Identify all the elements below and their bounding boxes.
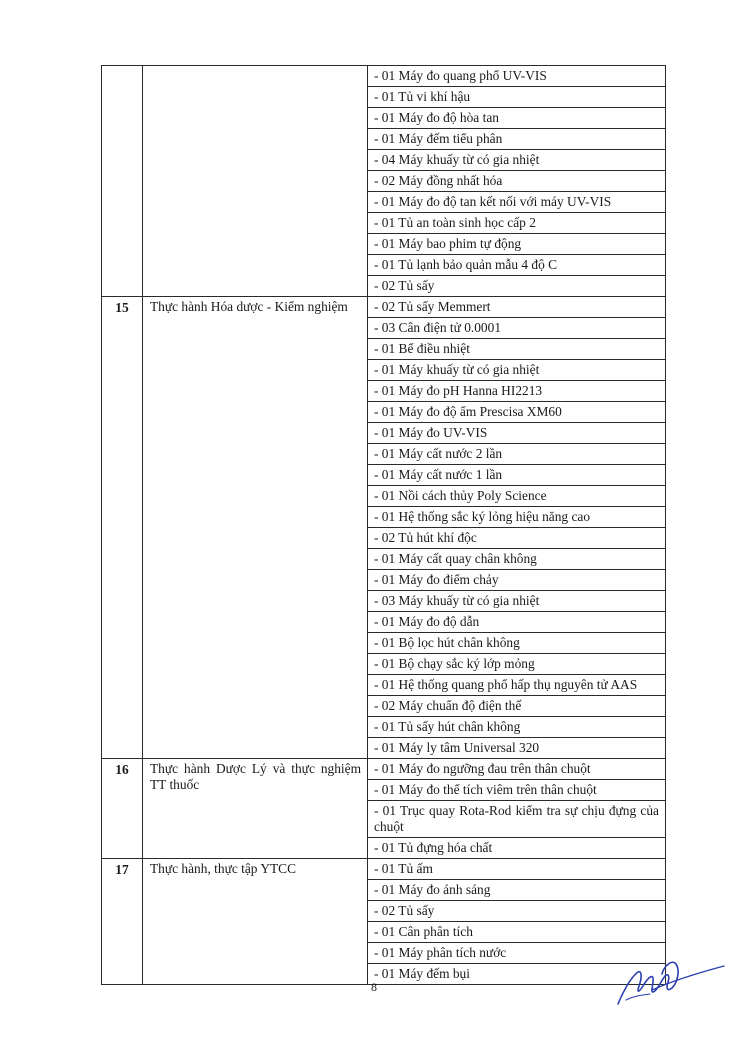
equipment-item: - 03 Máy khuấy từ có gia nhiệt — [368, 591, 666, 612]
equipment-item: - 01 Cân phân tích — [368, 922, 666, 943]
equipment-item: - 01 Nồi cách thủy Poly Science — [368, 486, 666, 507]
equipment-item: - 01 Máy đếm bụi — [368, 964, 666, 985]
table-row — [102, 66, 666, 87]
equipment-item: - 01 Tủ đựng hóa chất — [368, 838, 666, 859]
equipment-item: - 01 Máy đo pH Hanna HI2213 — [368, 381, 666, 402]
practice-name-cell: Thực hành, thực tập YTCC — [143, 859, 368, 985]
equipment-item: - 01 Tủ an toàn sinh học cấp 2 — [368, 213, 666, 234]
equipment-item: - 03 Cân điện tử 0.0001 — [368, 318, 666, 339]
equipment-item: - 02 Tủ sấy — [368, 901, 666, 922]
equipment-item: - 01 Máy cất quay chân không — [368, 549, 666, 570]
equipment-item: - 01 Tủ lạnh bảo quản mẫu 4 độ C — [368, 255, 666, 276]
equipment-item: - 02 Máy chuẩn độ điện thế — [368, 696, 666, 717]
equipment-item: - 01 Hệ thống sắc ký lỏng hiệu năng cao — [368, 507, 666, 528]
equipment-item: - 02 Tủ sấy Memmert — [368, 297, 666, 318]
equipment-item: - 01 Máy đo quang phổ UV-VIS — [368, 66, 666, 87]
equipment-item: - 01 Máy cất nước 1 lần — [368, 465, 666, 486]
equipment-item: - 01 Máy đo độ hòa tan — [368, 108, 666, 129]
equipment-item: - 01 Máy đo điểm chảy — [368, 570, 666, 591]
practice-name-cell: Thực hành Hóa dược - Kiểm nghiệm — [143, 297, 368, 759]
equipment-item: - 01 Máy phân tích nước — [368, 943, 666, 964]
table-row — [102, 759, 666, 780]
row-number-cell: 16 — [102, 759, 143, 859]
equipment-item: - 01 Máy đo độ tan kết nối với máy UV-VIS — [368, 192, 666, 213]
equipment-item: - 01 Máy đo độ ẩm Prescisa XM60 — [368, 402, 666, 423]
equipment-table-body — [102, 66, 666, 985]
equipment-item: - 01 Máy bao phim tự động — [368, 234, 666, 255]
equipment-item: - 02 Tủ hút khí độc — [368, 528, 666, 549]
equipment-item: - 01 Máy đo ánh sáng — [368, 880, 666, 901]
equipment-item: - 01 Trục quay Rota-Rod kiểm tra sự chịu đựng của chuột — [368, 801, 666, 838]
equipment-item: - 01 Máy đo thể tích viêm trên thân chuột — [368, 780, 666, 801]
equipment-item: - 01 Máy đo UV-VIS — [368, 423, 666, 444]
equipment-item: - 01 Tủ vi khí hậu — [368, 87, 666, 108]
equipment-item: - 01 Máy cất nước 2 lần — [368, 444, 666, 465]
equipment-table — [101, 65, 666, 985]
equipment-item: - 01 Máy đo độ dẫn — [368, 612, 666, 633]
equipment-item: - 01 Máy khuấy từ có gia nhiệt — [368, 360, 666, 381]
equipment-item: - 01 Bộ chạy sắc ký lớp mỏng — [368, 654, 666, 675]
equipment-item: - 01 Máy ly tâm Universal 320 — [368, 738, 666, 759]
equipment-item: - 01 Hệ thống quang phổ hấp thụ nguyên tử AAS — [368, 675, 666, 696]
equipment-item: - 01 Tủ sấy hút chân không — [368, 717, 666, 738]
practice-name-cell: Thực hành Dược Lý và thực nghiệm TT thuốc — [143, 759, 368, 859]
equipment-item: - 04 Máy khuấy từ có gia nhiệt — [368, 150, 666, 171]
signature-icon — [612, 948, 727, 1010]
row-number-cell: 15 — [102, 297, 143, 759]
page-number: 8 — [371, 980, 377, 994]
equipment-item: - 01 Máy đo ngưỡng đau trên thân chuột — [368, 759, 666, 780]
equipment-item: - 02 Máy đồng nhất hóa — [368, 171, 666, 192]
equipment-item: - 02 Tủ sấy — [368, 276, 666, 297]
table-row — [102, 297, 666, 318]
row-number-cell — [102, 66, 143, 297]
practice-name-cell — [143, 66, 368, 297]
row-number-cell: 17 — [102, 859, 143, 985]
equipment-item: - 01 Bộ lọc hút chân không — [368, 633, 666, 654]
table-row — [102, 859, 666, 880]
equipment-item: - 01 Tủ ấm — [368, 859, 666, 880]
equipment-item: - 01 Bể điều nhiệt — [368, 339, 666, 360]
equipment-item: - 01 Máy đếm tiểu phân — [368, 129, 666, 150]
